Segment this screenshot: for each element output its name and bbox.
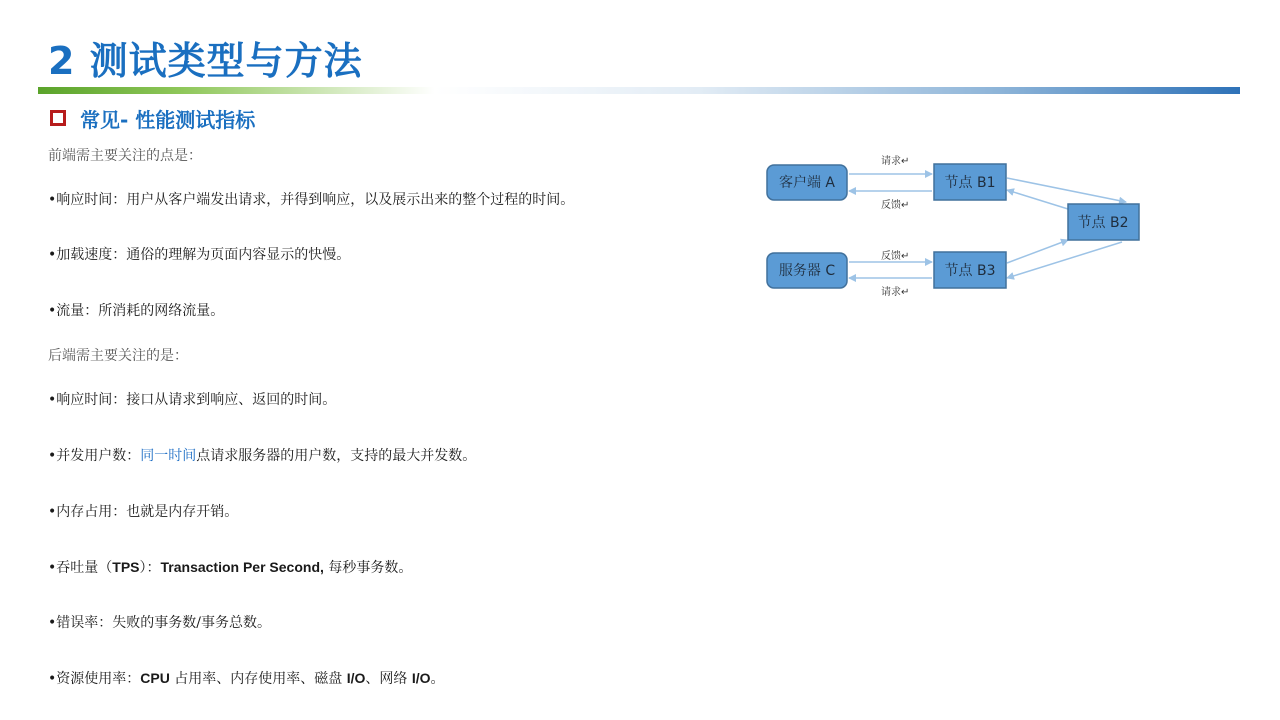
- node-b2: [1068, 204, 1139, 240]
- resource-mid: 占用率、内存使用率、磁盘: [169, 671, 347, 687]
- frontend-item-traffic: •流量：所消耗的网络流量。: [48, 303, 225, 319]
- node-server-c-label: 服务器 C: [778, 263, 836, 279]
- node-client-a-label: 客户端 A: [778, 175, 836, 191]
- section-header: [50, 104, 255, 132]
- page-title: 2 测试类型与方法: [48, 39, 363, 83]
- arrow-b2-to-b1: [1007, 190, 1068, 209]
- frontend-item-load-speed: •加载速度：通俗的理解为页面内容显示的快慢。: [48, 247, 351, 263]
- arrow-b2-to-b3: [1007, 242, 1122, 278]
- node-server-c: [767, 253, 847, 288]
- resource-label: •资源使用率：: [48, 671, 141, 687]
- backend-item-throughput: [48, 557, 412, 577]
- backend-item-concurrency: [48, 445, 476, 465]
- frontend-heading: 前端需主要关注的点是：: [48, 148, 202, 164]
- concurrency-highlight-text: 同一时间: [140, 448, 197, 464]
- throughput-colon: ）：: [139, 560, 161, 576]
- request-flow-diagram: [750, 145, 1150, 305]
- throughput-label: •吞吐量（: [48, 560, 113, 576]
- resource-sep: 、网络: [365, 671, 412, 687]
- tps-full-name: Transaction Per Second,: [160, 559, 324, 575]
- node-client-a: [767, 165, 847, 200]
- node-b3: [934, 252, 1006, 288]
- label-bottom-request: 请求↵: [881, 287, 910, 298]
- backend-item-response-time: •响应时间：接口从请求到响应、返回的时间。: [48, 392, 337, 408]
- node-b2-label: 节点 B2: [1077, 215, 1129, 231]
- node-b1: [934, 164, 1006, 200]
- concurrency-description: 点请求服务器的用户数，支持的最大并发数。: [196, 448, 477, 464]
- label-bottom-feedback: 反馈↵: [881, 251, 910, 262]
- backend-item-memory: •内存占用：也就是内存开销。: [48, 504, 239, 520]
- backend-item-error-rate: •错误率：失败的事务数/事务总数。: [48, 615, 271, 631]
- label-top-feedback: 反馈↵: [881, 200, 910, 211]
- label-top-request: 请求↵: [881, 156, 910, 167]
- arrow-b1-to-b2: [1007, 178, 1126, 202]
- bullet-square-icon: [50, 110, 66, 126]
- throughput-description: 每秒事务数。: [323, 560, 413, 576]
- tps-abbr: TPS: [112, 559, 140, 575]
- resource-network-io: I/O: [411, 670, 431, 686]
- resource-end: 。: [430, 671, 445, 687]
- resource-disk-io: I/O: [346, 670, 366, 686]
- backend-item-resource-usage: [48, 668, 445, 688]
- section-title: 常见- 性能测试指标: [80, 107, 256, 132]
- frontend-item-response-time: •响应时间：用户从客户端发出请求，并得到响应，以及展示出来的整个过程的时间。: [48, 192, 575, 208]
- concurrency-label: •并发用户数：: [48, 448, 141, 464]
- node-b1-label: 节点 B1: [944, 175, 996, 191]
- node-b3-label: 节点 B3: [944, 263, 996, 279]
- resource-cpu: CPU: [140, 670, 170, 686]
- arrow-b3-to-b2: [1007, 240, 1068, 263]
- backend-heading: 后端需主要关注的是：: [48, 348, 188, 364]
- title-underline-bar: [38, 87, 1240, 94]
